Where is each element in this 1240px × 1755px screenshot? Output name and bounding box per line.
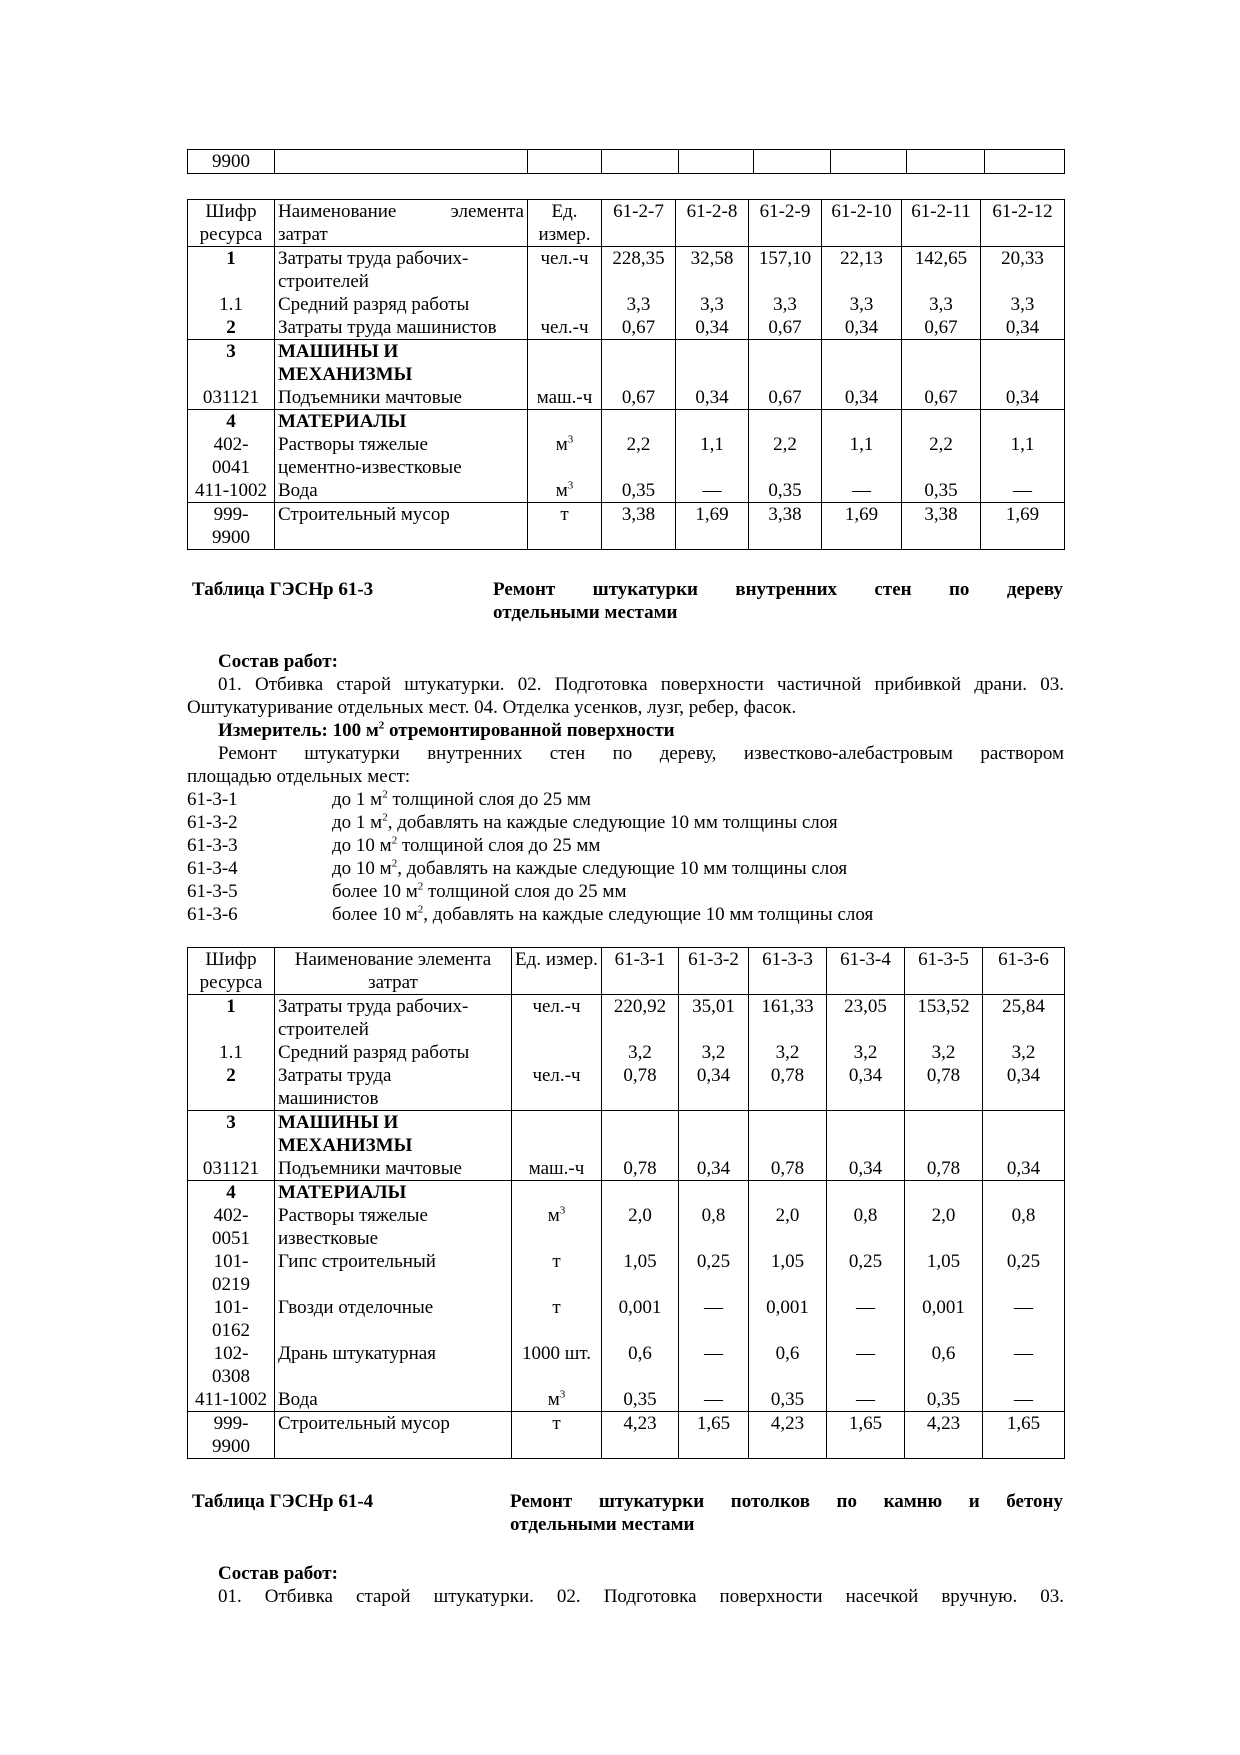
list-item: 61-3-2 до 1 $м^2$, добавлять на каждые следующие 10 мм толщины слоя	[187, 811, 838, 833]
table-row: 4 МАТЕРИАЛЫ	[188, 410, 1065, 434]
table-row: 411-1002 Вода $м^3$ 0,35 — 0,35 — 0,35 —	[188, 479, 1065, 503]
list-item: 61-3-6 более 10 $м^2$, добавлять на каждые следующие 10 мм толщины слоя	[187, 903, 874, 925]
table-top-fragment	[187, 149, 1065, 174]
table-row: 102- 0308 Дрань штукатурная 1000 шт. 0,6 — 0,6 — 0,6 —	[188, 1342, 1065, 1388]
table-caption-left: Таблица ГЭСНр 61-4	[192, 1491, 374, 1512]
header-col: 61-2-12	[981, 200, 1065, 247]
table-caption-title: Ремонт штукатурки внутренних стен по дереву отдельными местами	[493, 579, 1063, 623]
table-caption-left: Таблица ГЭСНр 61-3	[192, 579, 374, 600]
list-item: 61-3-3 до 10 $м^2$ толщиной слоя до 25 мм	[187, 834, 601, 856]
composition-title: Состав работ:	[218, 1563, 338, 1584]
table-row: 4 МАТЕРИАЛЫ	[188, 1181, 1065, 1205]
table-row: 101- 0162 Гвозди отделочные т 0,001 — 0,001 — 0,001 —	[188, 1296, 1065, 1342]
header-col: 61-3-5	[905, 948, 983, 995]
table-row: 999- 9900 Строительный мусор т 4,23 1,65 4,23 1,65 4,23 1,65	[188, 1412, 1065, 1459]
header-name: Наименование элемента затрат	[275, 200, 528, 247]
header-col: 61-3-3	[749, 948, 827, 995]
header-col: 61-2-11	[902, 200, 981, 247]
composition-text: 01. Отбивка старой штукатурки. 02. Подготовка поверхности частичной прибивкой драни. 03. Оштукатуривание отдельных мест. 04. Отделка усенков, лузг, ребер, фасок.	[187, 674, 1064, 718]
header-col: 61-2-10	[822, 200, 902, 247]
table-row: 999- 9900 Строительный мусор т 3,38 1,69 3,38 1,69 3,38 1,69	[188, 503, 1065, 550]
header-col: 61-3-2	[679, 948, 749, 995]
table-row: 1.1 Средний разряд работы 3,3 3,3 3,3 3,3 3,3 3,3	[188, 293, 1065, 316]
table-row: 402- 0051 Растворы тяжелые известковые $м^3$ 2,0 0,8 2,0 0,8 2,0 0,8	[188, 1204, 1065, 1250]
header-col: 61-3-6	[983, 948, 1065, 995]
header-name: Наименование элемента затрат	[275, 948, 512, 995]
table-row: 031121 Подъемники мачтовые маш.-ч 0,67 0,34 0,67 0,34 0,67 0,34	[188, 386, 1065, 410]
table-row: 2 Затраты труда машинистов чел.-ч 0,78 0,34 0,78 0,34 0,78 0,34	[188, 1064, 1065, 1111]
meter-line: Измеритель: 100 $м^2$ отремонтированной поверхности	[218, 719, 675, 741]
table-row: 101- 0219 Гипс строительный т 1,05 0,25 1,05 0,25 1,05 0,25	[188, 1250, 1065, 1296]
header-code: Шифр ресурса	[188, 948, 275, 995]
table-header-row	[188, 200, 1065, 247]
header-col: 61-2-8	[676, 200, 749, 247]
header-unit: Ед. измер.	[528, 200, 602, 247]
table-row: 1 Затраты труда рабочих- строителей чел.-ч 228,35 32,58 157,10 22,13 142,65 20,33	[188, 247, 1065, 294]
header-code: Шифр ресурса	[188, 200, 275, 247]
table-row: 411-1002 Вода $м^3$ 0,35 — 0,35 — 0,35 —	[188, 1388, 1065, 1412]
table-row: 031121 Подъемники мачтовые маш.-ч 0,78 0,34 0,78 0,34 0,78 0,34	[188, 1157, 1065, 1181]
list-item: 61-3-4 до 10 $м^2$, добавлять на каждые следующие 10 мм толщины слоя	[187, 857, 848, 879]
table-row: 3 МАШИНЫ И МЕХАНИЗМЫ	[188, 1111, 1065, 1158]
table-caption-title: Ремонт штукатурки потолков по камню и бетону отдельными местами	[510, 1491, 1063, 1535]
table-row: 2 Затраты труда машинистов чел.-ч 0,67 0,34 0,67 0,34 0,67 0,34	[188, 316, 1065, 340]
header-unit: Ед. измер.	[512, 948, 602, 995]
header-col: 61-3-1	[602, 948, 679, 995]
header-col: 61-2-7	[602, 200, 676, 247]
header-col: 61-2-9	[749, 200, 822, 247]
intro-text: Ремонт штукатурки внутренних стен по дереву, известково-алебастровым раствором площадью отдельных мест:	[187, 743, 1064, 787]
header-col: 61-3-4	[827, 948, 905, 995]
table-row: 402- 0041 Растворы тяжелые цементно-известковые $м^3$ 2,2 1,1 2,2 1,1 2,2 1,1	[188, 433, 1065, 479]
table-row: 1.1 Средний разряд работы 3,2 3,2 3,2 3,2 3,2 3,2	[188, 1041, 1065, 1064]
list-item: 61-3-5 более 10 $м^2$ толщиной слоя до 25 мм	[187, 880, 627, 902]
table-row: 3 МАШИНЫ И МЕХАНИЗМЫ	[188, 340, 1065, 387]
table-61-2	[187, 199, 1065, 550]
table-row: 1 Затраты труда рабочих- строителей чел.-ч 220,92 35,01 161,33 23,05 153,52 25,84	[188, 995, 1065, 1042]
table-61-3	[187, 947, 1065, 1459]
cell-code: 9900	[188, 150, 275, 174]
composition-text: 01. Отбивка старой штукатурки. 02. Подготовка поверхности насечкой вручную. 03.	[218, 1586, 1064, 1607]
list-item: 61-3-1 до 1 $м^2$ толщиной слоя до 25 мм	[187, 788, 591, 810]
table-header-row	[188, 948, 1065, 995]
composition-title: Состав работ:	[218, 651, 338, 672]
